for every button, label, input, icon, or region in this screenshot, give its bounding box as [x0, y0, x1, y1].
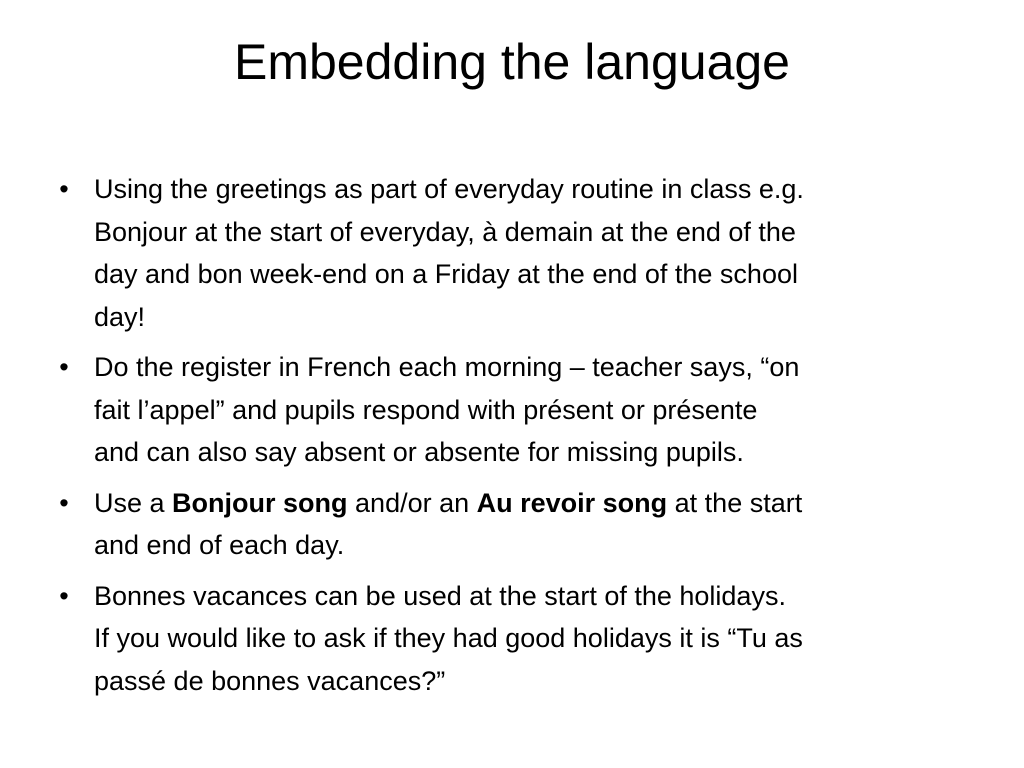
bullet-icon: • [59, 580, 69, 611]
bullet-text-line: passé de bonnes vacances?” [94, 665, 446, 696]
bullet-text-line: If you would like to ask if they had good holidays it is “Tu as [94, 623, 803, 653]
bullet-item-register [54, 346, 974, 474]
bullet-icon: • [59, 174, 69, 204]
slide-title: Embedding the language [233, 34, 790, 90]
bullet-text-line: day! [94, 301, 146, 332]
text-segment: at the start [667, 487, 803, 518]
bullet-text-line: Bonnes vacances can be used at the start of the holidays. [94, 580, 786, 611]
bullet-text-line [94, 482, 974, 525]
bullet-item-holidays [54, 575, 974, 703]
bullet-text-line: day and bon week-end on a Friday at the end of the school [94, 259, 798, 289]
bold-term-au-revoir-song: Au revoir song [476, 487, 668, 518]
bold-term-bonjour-song: Bonjour song [172, 487, 348, 518]
text-segment: and/or an [347, 487, 477, 518]
bullet-icon: • [59, 352, 69, 382]
bullet-text-line: Do the register in French each morning – teacher says, “on [94, 352, 800, 382]
bullet-text-line: and can also say absent or absente for missing pupils. [94, 437, 744, 467]
bullet-text-line: Bonjour at the start of everyday, à demain at the end of the [94, 216, 796, 247]
text-segment: Use a [94, 487, 173, 518]
bullet-text-line: fait l’appel” and pupils respond with présent or présente [94, 394, 758, 425]
bullet-list [54, 168, 974, 710]
bullet-item-songs [54, 482, 974, 567]
bullet-icon: • [59, 487, 69, 518]
bullet-item-greetings [54, 168, 974, 338]
bullet-text-line: and end of each day. [94, 530, 345, 560]
bullet-text-line: Using the greetings as part of everyday routine in class e.g. [94, 174, 804, 204]
